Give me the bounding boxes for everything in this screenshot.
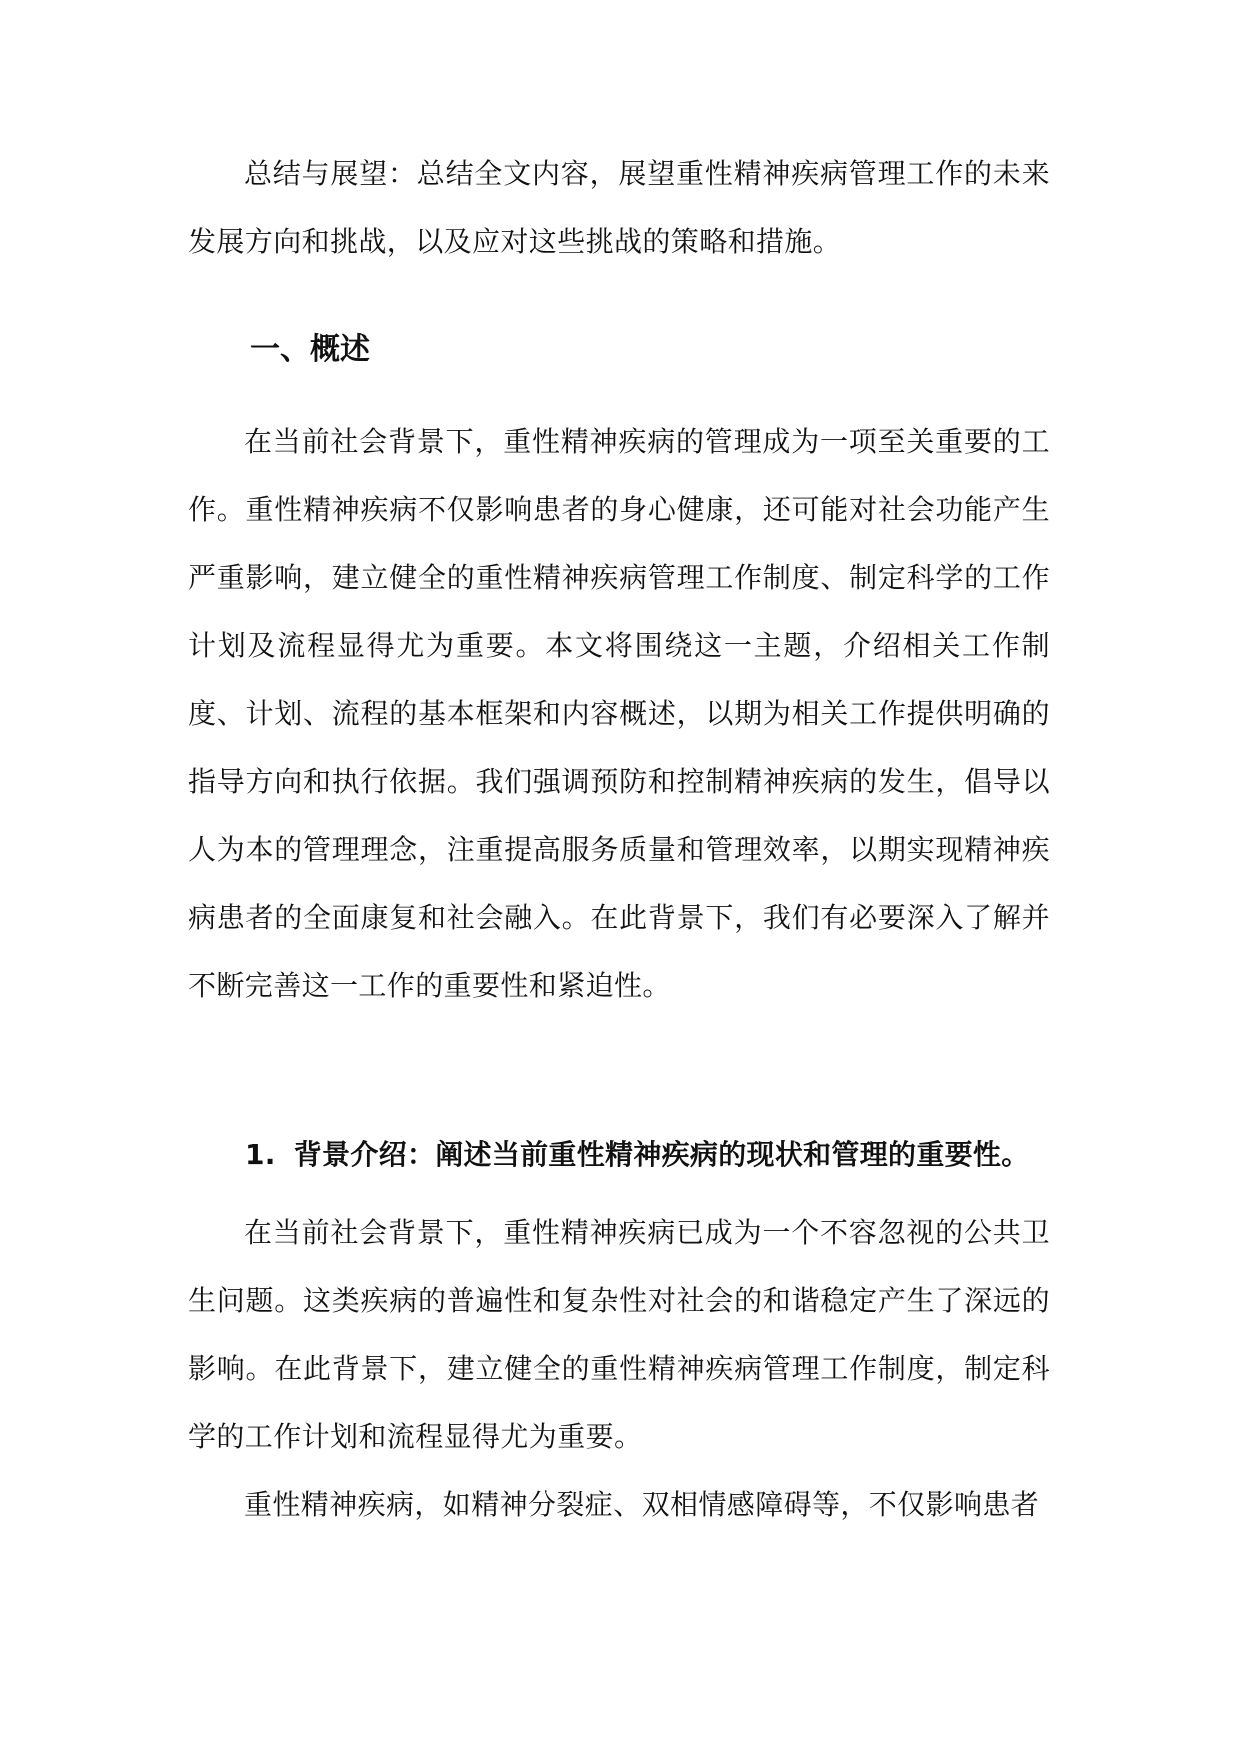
background-paragraph-2: 重性精神疾病，如精神分裂症、双相情感障碍等，不仅影响患者 (244, 1488, 1040, 1521)
subsection-heading-background (245, 1135, 1030, 1175)
subsection-number: 1. (245, 1138, 276, 1171)
section-heading-overview: 一、概述 (250, 332, 370, 367)
summary-paragraph: 总结与展望：总结全文内容，展望重性精神疾病管理工作的未来发展方向和挑战，以及应对这些挑战的策略和措施。 (188, 157, 1050, 258)
overview-paragraph: 在当前社会背景下，重性精神疾病的管理成为一项至关重要的工作。重性精神疾病不仅影响患者的身心健康，还可能对社会功能产生严重影响，建立健全的重性精神疾病管理工作制度、制定科学的工作计划及流程显得尤为重要。本文将围绕这一主题，介绍相关工作制度、计划、流程的基本框架和内容概述，以期为相关工作提供明确的指导方向和执行依据。我们强调预防和控制精神疾病的发生，倡导以人为本的管理理念，注重提高服务质量和管理效率，以期实现精神疾病患者的全面康复和社会融入。在此背景下，我们有必要深入了解并不断完善这一工作的重要性和紧迫性。 (188, 425, 1050, 1002)
background-paragraph-1: 在当前社会背景下，重性精神疾病已成为一个不容忽视的公共卫生问题。这类疾病的普遍性和复杂性对社会的和谐稳定产生了深远的影响。在此背景下，建立健全的重性精神疾病管理工作制度，制定科学的工作计划和流程显得尤为重要。 (188, 1216, 1050, 1453)
subsection-title: 背景介绍：阐述当前重性精神疾病的现状和管理的重要性。 (293, 1138, 1030, 1171)
